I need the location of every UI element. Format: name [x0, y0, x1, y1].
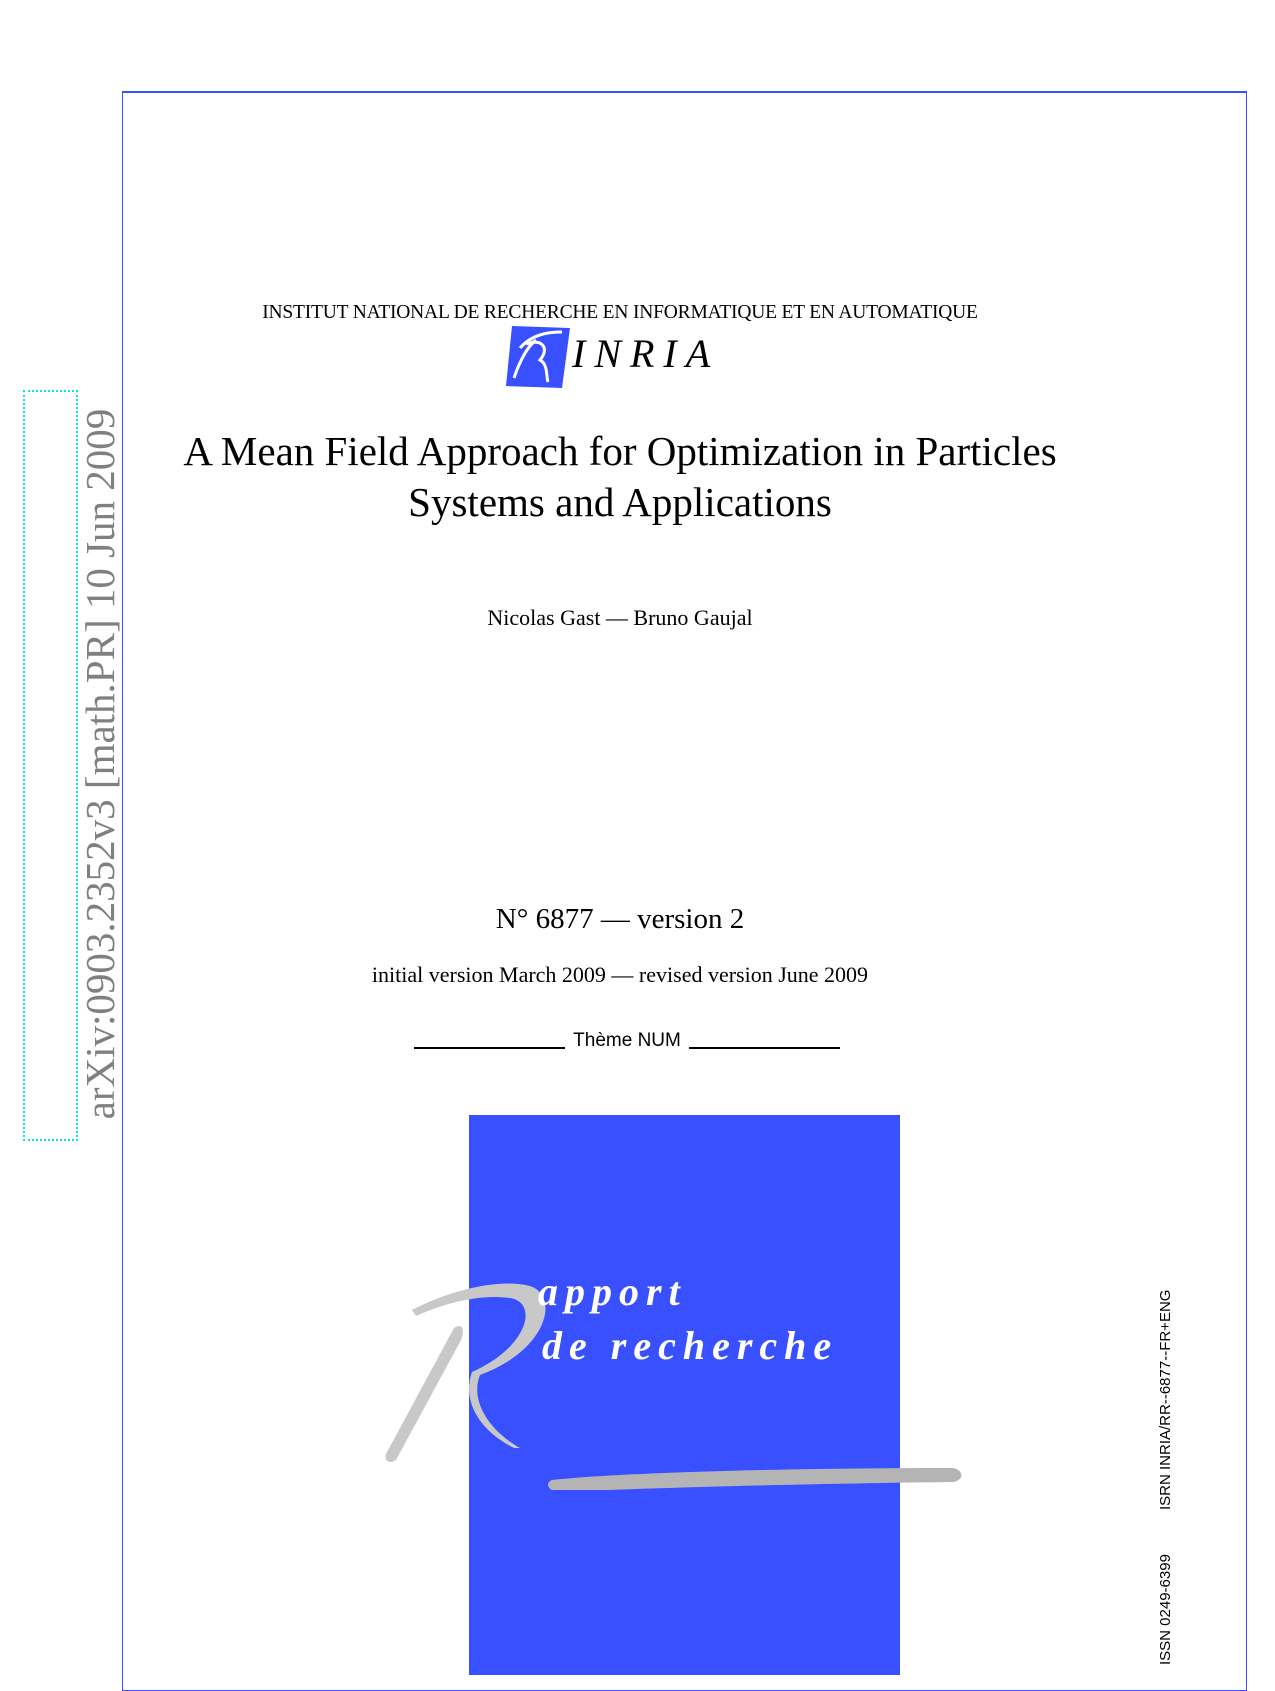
divider — [689, 1047, 840, 1049]
rapport-text-line-2: de recherche — [542, 1323, 839, 1368]
title-line-2: Systems and Applications — [408, 479, 832, 525]
theme-label: Thème NUM — [573, 1030, 681, 1051]
arxiv-stamp-border — [23, 390, 78, 1141]
inria-logo — [506, 326, 746, 388]
report-number: N° 6877 — version 2 — [495, 903, 745, 935]
authors: Nicolas Gast — Bruno Gaujal — [487, 605, 753, 630]
isrn-label: ISRN INRIA/RR--6877--FR+ENG — [1157, 1289, 1174, 1510]
institute-name: INSTITUT NATIONAL DE RECHERCHE EN INFORMATIQUE ET EN AUTOMATIQUE — [262, 302, 978, 323]
version-dates: initial version March 2009 — revised version June 2009 — [371, 962, 869, 987]
rapport-de-recherche-logo — [370, 1250, 970, 1490]
title-line-1: A Mean Field Approach for Optimization in Particles — [183, 428, 1057, 474]
inria-logo-text: INRIA — [572, 331, 720, 376]
paper-title — [0, 426, 1240, 528]
inria-bird-icon — [506, 326, 570, 388]
divider — [414, 1047, 565, 1049]
theme-line — [414, 1030, 840, 1052]
arxiv-stamp[interactable]: arXiv:0903.2352v3 [math.PR] 10 Jun 2009 — [77, 408, 123, 1120]
rapport-text-line-1: apport — [538, 1269, 687, 1314]
issn-label: ISSN 0249-6399 — [1157, 1554, 1174, 1665]
